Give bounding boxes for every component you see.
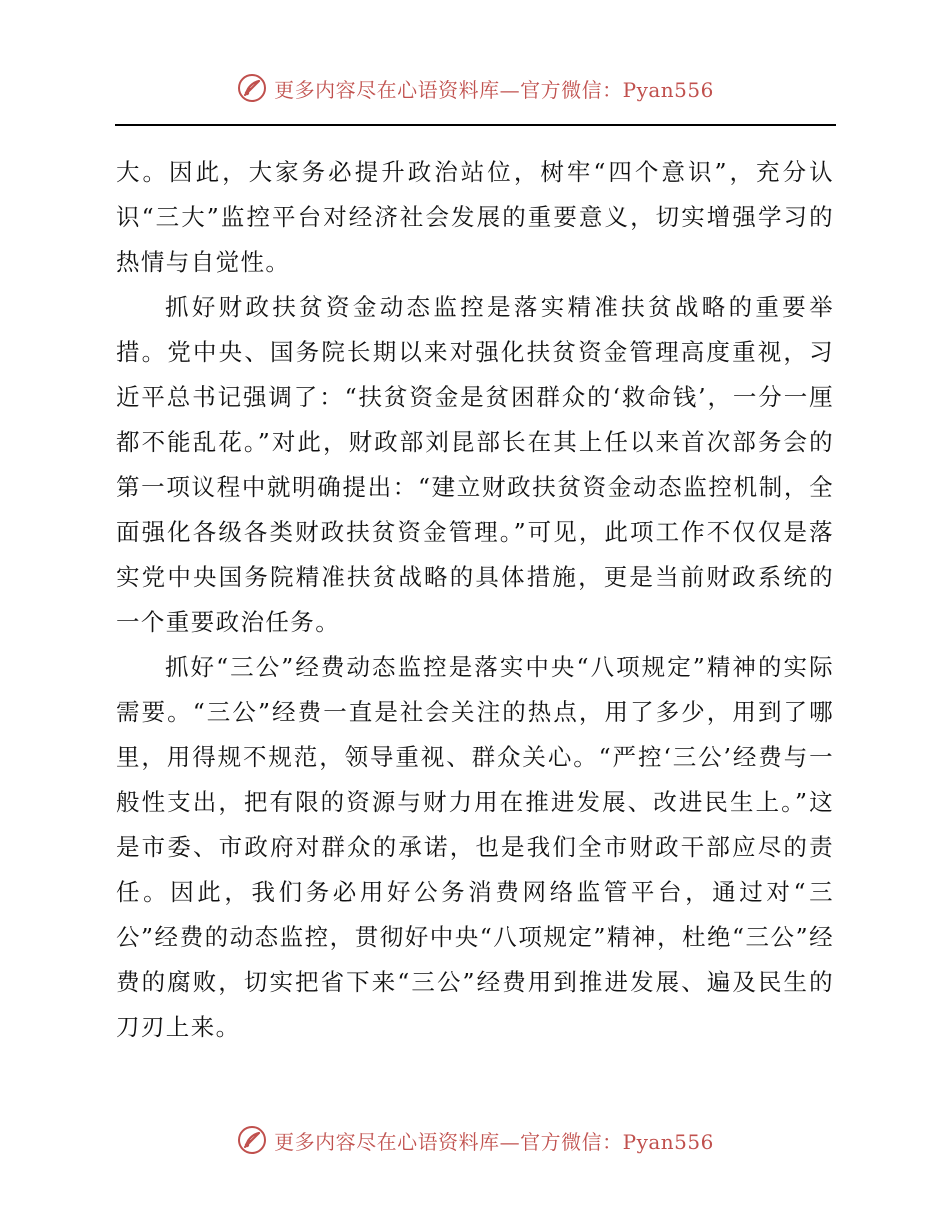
footer-brand-text: 更多内容尽在心语资料库—官方微信：Pyan556 (274, 1129, 714, 1154)
quill-seal-icon (236, 1124, 268, 1156)
header-brand-text: 更多内容尽在心语资料库—官方微信：Pyan556 (274, 77, 714, 102)
document-body (116, 150, 834, 1050)
paragraph-3: 抓好“三公”经费动态监控是落实中央“八项规定”精神的实际需要。“三公”经费一直是社会关注的热点，用了多少，用到了哪里，用得规不规范，领导重视、群众关心。“严控‘三公’经费与一般性支出，把有限的资源与财力用在推进发展、改进民生上。”这是市委、市政府对群众的承诺，也是我们全市财政干部应尽的责任。因此，我们务必用好公务消费网络监管平台，通过对“三公”经费的动态监控，贯彻好中央“八项规定”精神，杜绝“三公”经费的腐败，切实把省下来“三公”经费用到推进发展、遍及民生的刀刃上来。 (116, 653, 834, 1041)
page-footer (0, 1122, 950, 1158)
paragraph-2: 抓好财政扶贫资金动态监控是落实精准扶贫战略的重要举措。党中央、国务院长期以来对强化扶贫资金管理高度重视，习近平总书记强调了：“扶贫资金是贫困群众的‘救命钱’，一分一厘都不能乱花。”对此，财政部刘昆部长在其上任以来首次部务会的第一项议程中就明确提出：“建立财政扶贫资金动态监控机制，全面强化各级各类财政扶贫资金管理。”可见，此项工作不仅仅是落实党中央国务院精准扶贫战略的具体措施，更是当前财政系统的一个重要政治任务。 (116, 293, 834, 636)
page-header (0, 70, 950, 106)
quill-seal-icon (236, 72, 268, 104)
header-divider (115, 124, 836, 126)
paragraph-1: 大。因此，大家务必提升政治站位，树牢“四个意识”，充分认识“三大”监控平台对经济社会发展的重要意义，切实增强学习的热情与自觉性。 (116, 158, 834, 276)
